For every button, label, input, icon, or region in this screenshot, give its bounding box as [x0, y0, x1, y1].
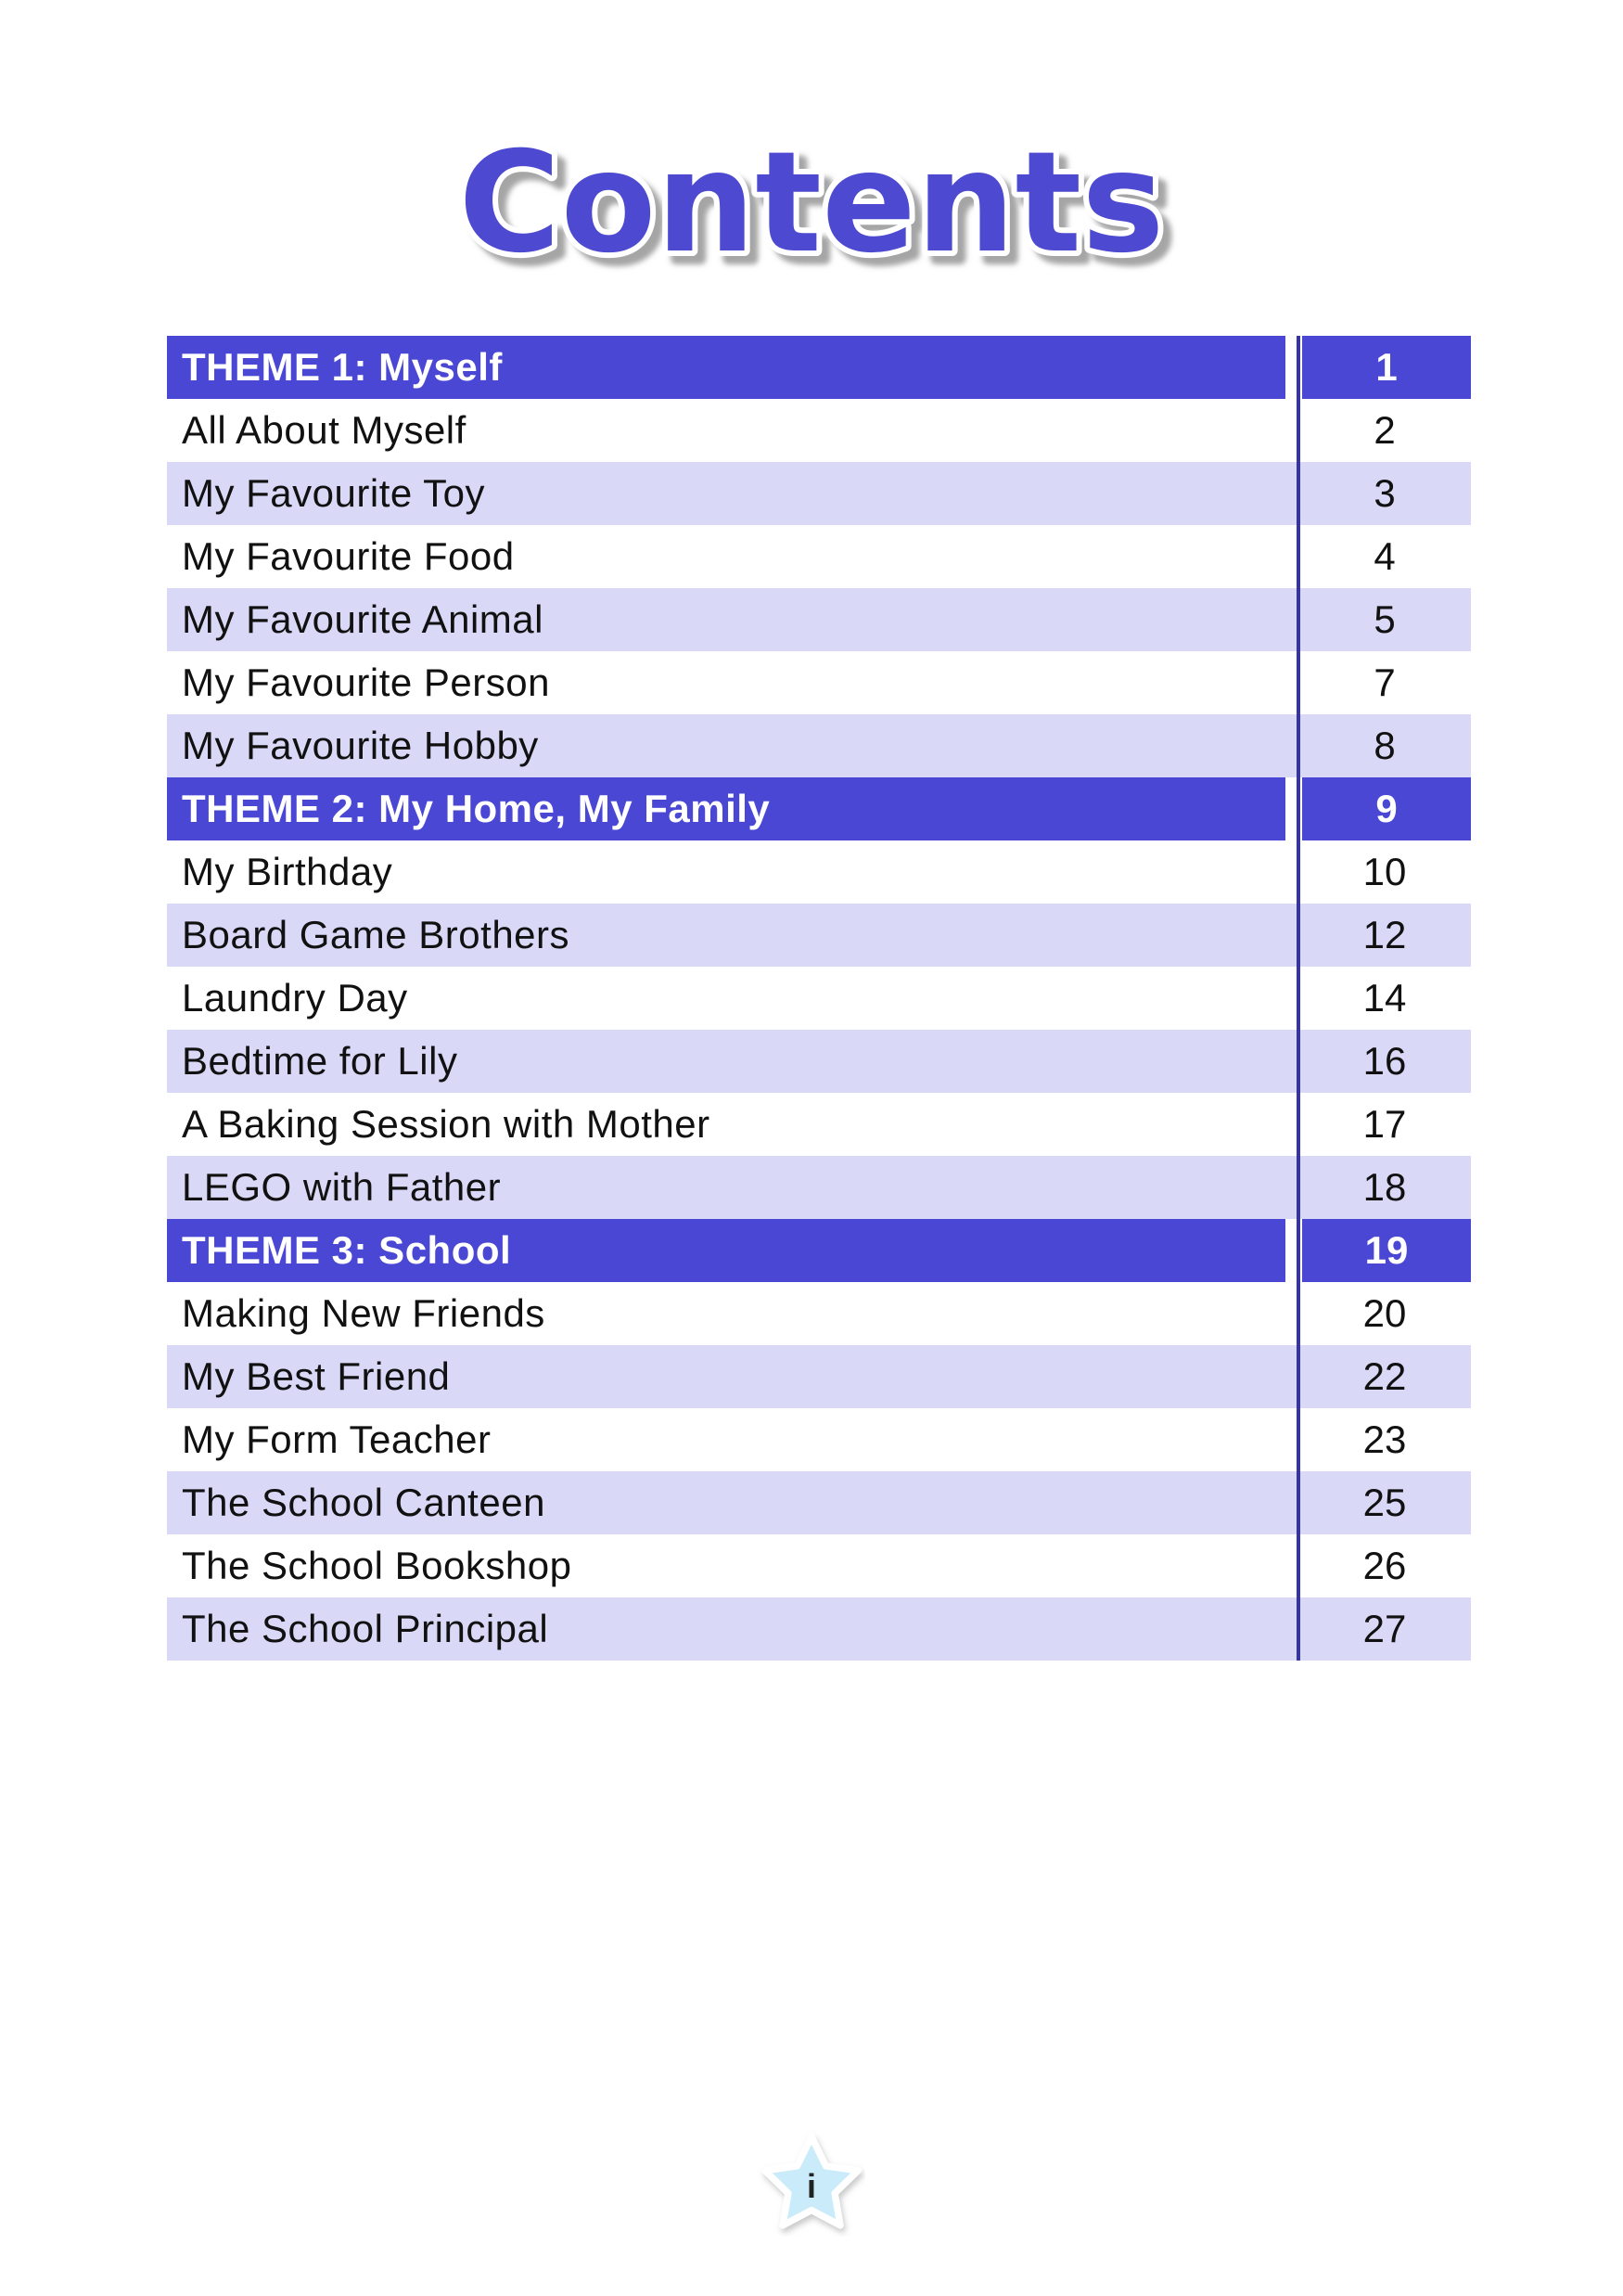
toc-item-title: My Favourite Person [182, 661, 550, 704]
toc-item-page: 18 [1362, 1165, 1407, 1209]
toc-theme-row [167, 777, 1471, 840]
toc-row [167, 1093, 1471, 1156]
toc-item-page: 4 [1374, 534, 1396, 578]
toc-row [167, 399, 1471, 462]
toc-item-page: 23 [1362, 1417, 1407, 1461]
toc-item-title: A Baking Session with Mother [182, 1102, 710, 1146]
toc-item-title: My Form Teacher [182, 1417, 492, 1461]
toc-divider-line [1297, 336, 1300, 1661]
toc-item-page: 17 [1362, 1102, 1407, 1146]
toc-theme-row [167, 1219, 1471, 1282]
toc-rows [167, 336, 1471, 1661]
toc-row [167, 588, 1471, 651]
toc-table [167, 336, 1471, 1661]
toc-row [167, 1030, 1471, 1093]
toc-item-title: My Favourite Animal [182, 597, 543, 641]
toc-item-title: My Birthday [182, 850, 393, 893]
footer-page-number: i [807, 2167, 816, 2205]
toc-row [167, 714, 1471, 777]
toc-row [167, 904, 1471, 967]
toc-row [167, 1471, 1471, 1534]
toc-row [167, 1156, 1471, 1219]
toc-item-title: My Favourite Food [182, 534, 515, 578]
toc-item-page: 20 [1362, 1291, 1407, 1335]
toc-theme-page-cell [1302, 336, 1471, 399]
toc-theme-page: 19 [1364, 1228, 1409, 1272]
toc-theme-page-cell [1302, 1219, 1471, 1282]
toc-theme-title: THEME 1: Myself [182, 345, 503, 389]
toc-item-title: The School Canteen [182, 1481, 545, 1524]
toc-item-page: 8 [1374, 724, 1396, 767]
toc-item-title: The School Bookshop [182, 1544, 572, 1587]
toc-item-page: 14 [1362, 976, 1407, 1020]
toc-item-title: LEGO with Father [182, 1165, 502, 1209]
page-footer [0, 2129, 1623, 2237]
toc-item-page: 3 [1374, 471, 1396, 515]
toc-item-page: 2 [1374, 408, 1396, 452]
toc-item-page: 5 [1374, 597, 1396, 641]
toc-row [167, 1345, 1471, 1408]
toc-row [167, 1534, 1471, 1597]
page-title-text: Contents [458, 122, 1165, 284]
toc-item-title: The School Principal [182, 1607, 549, 1650]
toc-item-page: 26 [1362, 1544, 1407, 1587]
toc-theme-title: THEME 2: My Home, My Family [182, 787, 771, 830]
toc-item-page: 12 [1362, 913, 1407, 956]
toc-item-title: Bedtime for Lily [182, 1039, 458, 1083]
toc-item-title: My Favourite Hobby [182, 724, 539, 767]
toc-item-page: 27 [1362, 1607, 1407, 1650]
toc-theme-title: THEME 3: School [182, 1228, 512, 1272]
toc-row [167, 462, 1471, 525]
toc-row [167, 840, 1471, 904]
star-icon [758, 2129, 865, 2237]
toc-item-title: My Favourite Toy [182, 471, 485, 515]
toc-item-page: 25 [1362, 1481, 1407, 1524]
toc-item-title: My Best Friend [182, 1354, 451, 1398]
toc-theme-title-cell [167, 777, 1285, 840]
toc-item-page: 16 [1362, 1039, 1407, 1083]
toc-theme-page: 1 [1375, 345, 1398, 389]
toc-item-title: Laundry Day [182, 976, 408, 1020]
toc-item-title: Making New Friends [182, 1291, 545, 1335]
toc-theme-page: 9 [1375, 787, 1398, 830]
toc-theme-page-cell [1302, 777, 1471, 840]
toc-theme-row [167, 336, 1471, 399]
page-title [0, 102, 1623, 343]
toc-row [167, 1597, 1471, 1661]
toc-item-page: 7 [1374, 661, 1396, 704]
toc-theme-title-cell [167, 336, 1285, 399]
toc-item-title: All About Myself [182, 408, 466, 452]
toc-row [167, 967, 1471, 1030]
toc-item-page: 22 [1362, 1354, 1407, 1398]
toc-row [167, 1282, 1471, 1345]
toc-theme-title-cell [167, 1219, 1285, 1282]
toc-item-title: Board Game Brothers [182, 913, 570, 956]
toc-row [167, 525, 1471, 588]
toc-row [167, 1408, 1471, 1471]
toc-item-page: 10 [1362, 850, 1407, 893]
toc-row [167, 651, 1471, 714]
